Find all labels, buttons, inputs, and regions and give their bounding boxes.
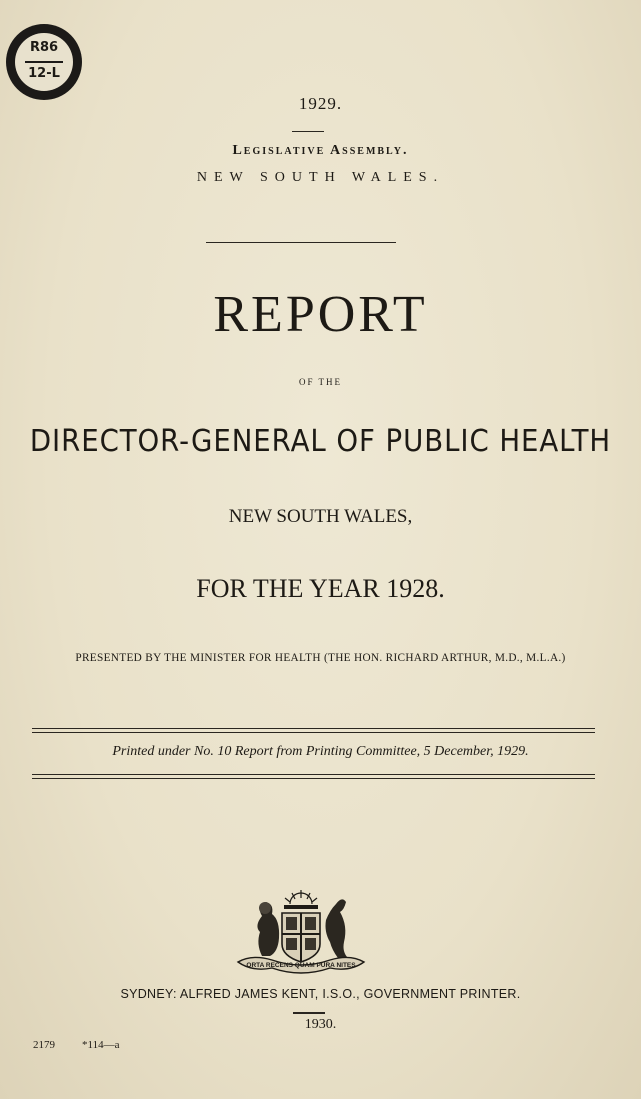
printer-imprint: SYDNEY: ALFRED JAMES KENT, I.S.O., GOVERNMENT PRINTER. [120,987,521,1001]
printing-committee-note: Printed under No. 10 Report from Printing Committee, 5 December, 1929. [112,744,529,759]
report-title: REPORT [213,286,428,343]
session-year: 1929. [298,94,343,113]
print-year: 1930. [304,1017,337,1032]
stamp-text-top: R86 [29,40,59,55]
double-rule-bottom-a [32,774,595,775]
coat-of-arms-emblem [232,886,370,976]
report-period: FOR THE YEAR 1928. [196,574,445,603]
footer-rule [293,1012,325,1014]
double-rule-bottom-b [32,778,595,779]
library-stamp [6,24,82,100]
short-rule [292,131,324,132]
crest-motto: ORTA RECENS QUAM PURA NITES [246,962,356,969]
print-code-number: 2179 [33,1039,55,1051]
stamp-divider [25,61,63,63]
of-the-text: OF THE [298,377,343,387]
print-run-code: *114—a [82,1039,120,1051]
presented-by-line: PRESENTED BY THE MINISTER FOR HEALTH (THE HON. RICHARD ARTHUR, M.D., M.L.A.) [75,652,566,664]
stamp-text-bottom: 12-L [28,66,60,81]
state-subtitle: NEW SOUTH WALES, [228,506,413,527]
state-heading: NEW SOUTH WALES. [196,170,445,185]
title-rule [206,242,396,243]
double-rule-top-b [32,732,595,733]
double-rule-top-a [32,728,595,729]
assembly-heading: Legislative Assembly. [232,143,409,158]
office-title: DIRECTOR-GENERAL OF PUBLIC HEALTH [29,424,612,459]
